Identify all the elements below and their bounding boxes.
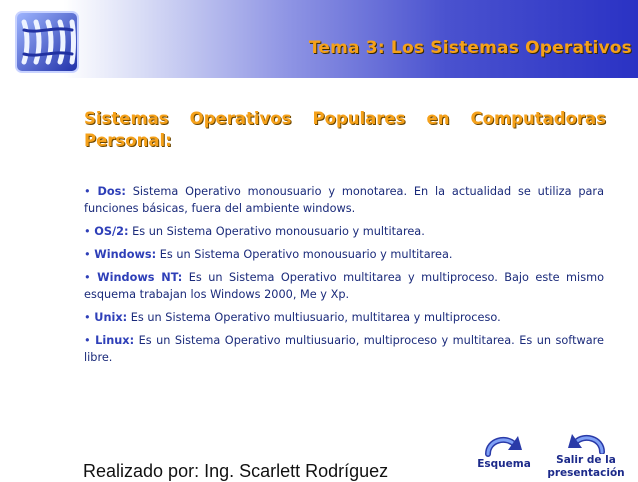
salir-button[interactable] [542, 430, 630, 480]
bullet: • [84, 311, 91, 324]
bullet: • [84, 185, 91, 198]
esquema-label: Esquema [477, 458, 531, 470]
salir-label-line1: Salir de la [556, 454, 616, 466]
list-item [84, 183, 604, 217]
bullet: • [84, 334, 91, 347]
list-item [84, 309, 604, 326]
item-term: Dos: [97, 185, 126, 198]
item-text: Es un Sistema Operativo multiusuario, multiproceso y multitarea. Es un software libre. [84, 334, 605, 364]
item-term: Windows: [94, 248, 157, 261]
list-item [84, 223, 604, 240]
os-list [84, 183, 604, 372]
list-item [84, 332, 604, 366]
item-term: Linux: [95, 334, 135, 347]
section-heading: Sistemas Operativos Populares en Computadoras Personal: [84, 109, 606, 150]
slide-title: Tema 3: Los Sistemas Operativos [308, 38, 632, 58]
bullet: • [84, 225, 91, 238]
bullet: • [84, 271, 91, 284]
list-item [84, 246, 604, 263]
item-term: Windows NT: [97, 271, 183, 284]
esquema-button[interactable] [471, 432, 537, 471]
item-term: Unix: [94, 311, 128, 324]
list-item [84, 269, 604, 303]
tiled-logo-icon [14, 10, 80, 74]
item-text: Es un Sistema Operativo monousuario y multitarea. [159, 248, 453, 261]
curved-arrow-left-icon [564, 430, 608, 454]
item-text: Es un Sistema Operativo multitarea y multiproceso. Bajo este mismo esquema trabajan los Windows 2000, Me y Xp. [84, 271, 604, 301]
author-footer: Realizado por: Ing. Scarlett Rodríguez [83, 461, 389, 481]
bullet: • [84, 248, 91, 261]
curved-arrow-right-icon [482, 432, 526, 458]
item-text: Es un Sistema Operativo multiusuario, multitarea y multiproceso. [130, 311, 501, 324]
item-text: Es un Sistema Operativo monousuario y multitarea. [132, 225, 425, 238]
item-term: OS/2: [94, 225, 129, 238]
salir-label-line2: presentación [547, 467, 625, 479]
item-text: Sistema Operativo monousuario y monotarea. En la actualidad se utiliza para funciones básicas, fuera del ambiente windows. [84, 185, 604, 215]
